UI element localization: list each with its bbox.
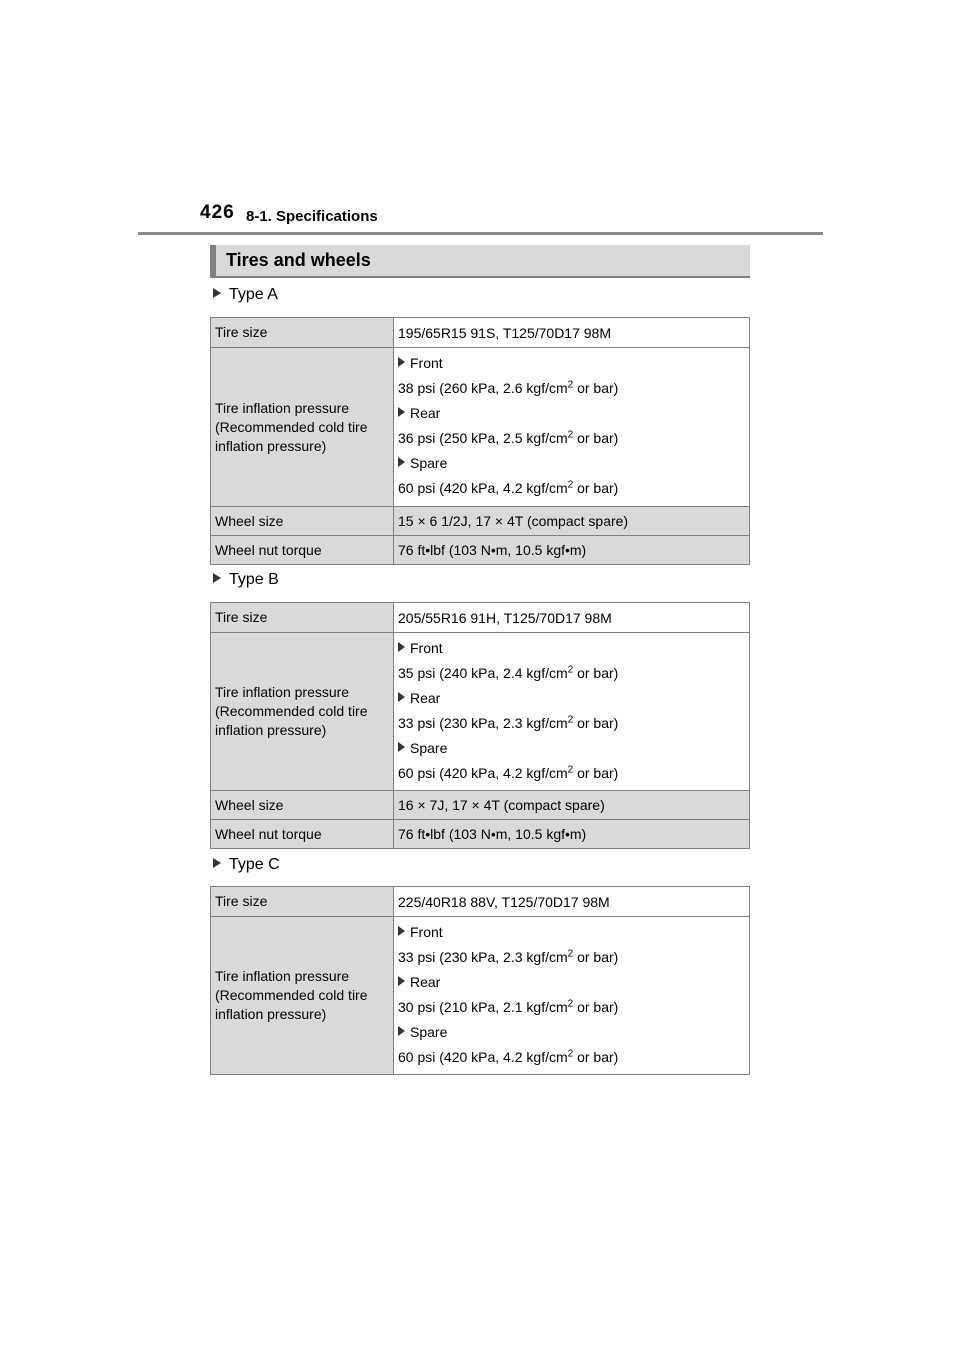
arrow-right-icon [398, 1026, 405, 1036]
tire-size-value: 195/65R15 91S, T125/70D17 98M [394, 318, 750, 348]
arrow-right-icon [398, 457, 405, 467]
pressure-value: 35 psi (240 kPa, 2.4 kgf/$cm^2$ or bar) [398, 663, 619, 681]
pressure-value: 60 psi (420 kPa, 4.2 kgf/$cm^2$ or bar) [398, 479, 619, 496]
table-row [211, 917, 750, 1075]
arrow-right-icon [398, 742, 405, 752]
table-row [211, 507, 750, 536]
wheel-size-label: Wheel size [211, 507, 394, 536]
header-rule [138, 232, 823, 235]
table-row [211, 791, 750, 820]
arrow-right-icon [213, 573, 221, 583]
chapter-title: 8-1. Specifications [246, 208, 378, 225]
arrow-right-icon [213, 288, 221, 298]
pressure-value: 33 psi (230 kPa, 2.3 kgf/$cm^2$ or bar) [398, 713, 619, 731]
pressure-values [394, 917, 750, 1075]
pressure-label: Tire inflation pressure (Recommended cold tire inflation pressure) [211, 917, 394, 1075]
pressure-position: Spare [398, 1021, 745, 1043]
table-row [211, 633, 750, 791]
type-a-label: Type A [213, 286, 278, 304]
arrow-right-icon [398, 692, 405, 702]
table-row [211, 887, 750, 917]
arrow-right-icon [398, 407, 405, 417]
type-c-table [210, 886, 750, 1075]
torque-value: 76 ft•lbf (103 N•m, 10.5 kgf•m) [394, 536, 750, 565]
pressure-position: Spare [398, 452, 745, 474]
tire-size-label: Tire size [211, 887, 394, 917]
pressure-value: 38 psi (260 kPa, 2.6 kgf/$cm^2$ or bar) [398, 379, 619, 396]
table-row [211, 536, 750, 565]
type-b-label: Type B [213, 571, 279, 589]
table-row [211, 348, 750, 507]
pressure-value: 30 psi (210 kPa, 2.1 kgf/$cm^2$ or bar) [398, 997, 619, 1015]
wheel-size-label: Wheel size [211, 791, 394, 820]
pressure-value: 33 psi (230 kPa, 2.3 kgf/$cm^2$ or bar) [398, 947, 619, 965]
page-number: 426 [200, 202, 235, 223]
pressure-position: Rear [398, 402, 745, 424]
arrow-right-icon [398, 926, 405, 936]
tire-size-value: 225/40R18 88V, T125/70D17 98M [394, 887, 750, 917]
wheel-size-value: 16 × 7J, 17 × 4T (compact spare) [394, 791, 750, 820]
tire-size-label: Tire size [211, 603, 394, 633]
wheel-size-value: 15 × 6 1/2J, 17 × 4T (compact spare) [394, 507, 750, 536]
section-title: Tires and wheels [226, 250, 371, 270]
torque-value: 76 ft•lbf (103 N•m, 10.5 kgf•m) [394, 820, 750, 849]
pressure-position: Front [398, 637, 745, 659]
type-b-table [210, 602, 750, 849]
torque-label: Wheel nut torque [211, 820, 394, 849]
table-row [211, 318, 750, 348]
tire-size-label: Tire size [211, 318, 394, 348]
pressure-values [394, 348, 750, 507]
pressure-position: Front [398, 921, 745, 943]
pressure-label: Tire inflation pressure (Recommended cold tire inflation pressure) [211, 633, 394, 791]
pressure-position: Rear [398, 971, 745, 993]
table-row [211, 820, 750, 849]
pressure-value: 36 psi (250 kPa, 2.5 kgf/$cm^2$ or bar) [398, 429, 619, 446]
pressure-position: Rear [398, 687, 745, 709]
section-heading [210, 245, 750, 278]
pressure-position: Spare [398, 737, 745, 759]
table-row [211, 603, 750, 633]
pressure-position: Front [398, 352, 745, 374]
arrow-right-icon [398, 976, 405, 986]
pressure-values [394, 633, 750, 791]
pressure-value: 60 psi (420 kPa, 4.2 kgf/$cm^2$ or bar) [398, 763, 619, 781]
type-a-table [210, 317, 750, 565]
pressure-value: 60 psi (420 kPa, 4.2 kgf/$cm^2$ or bar) [398, 1047, 619, 1065]
arrow-right-icon [213, 858, 221, 868]
arrow-right-icon [398, 357, 405, 367]
arrow-right-icon [398, 642, 405, 652]
pressure-label: Tire inflation pressure (Recommended cold tire inflation pressure) [211, 348, 394, 507]
tire-size-value: 205/55R16 91H, T125/70D17 98M [394, 603, 750, 633]
type-c-label: Type C [213, 856, 280, 874]
torque-label: Wheel nut torque [211, 536, 394, 565]
